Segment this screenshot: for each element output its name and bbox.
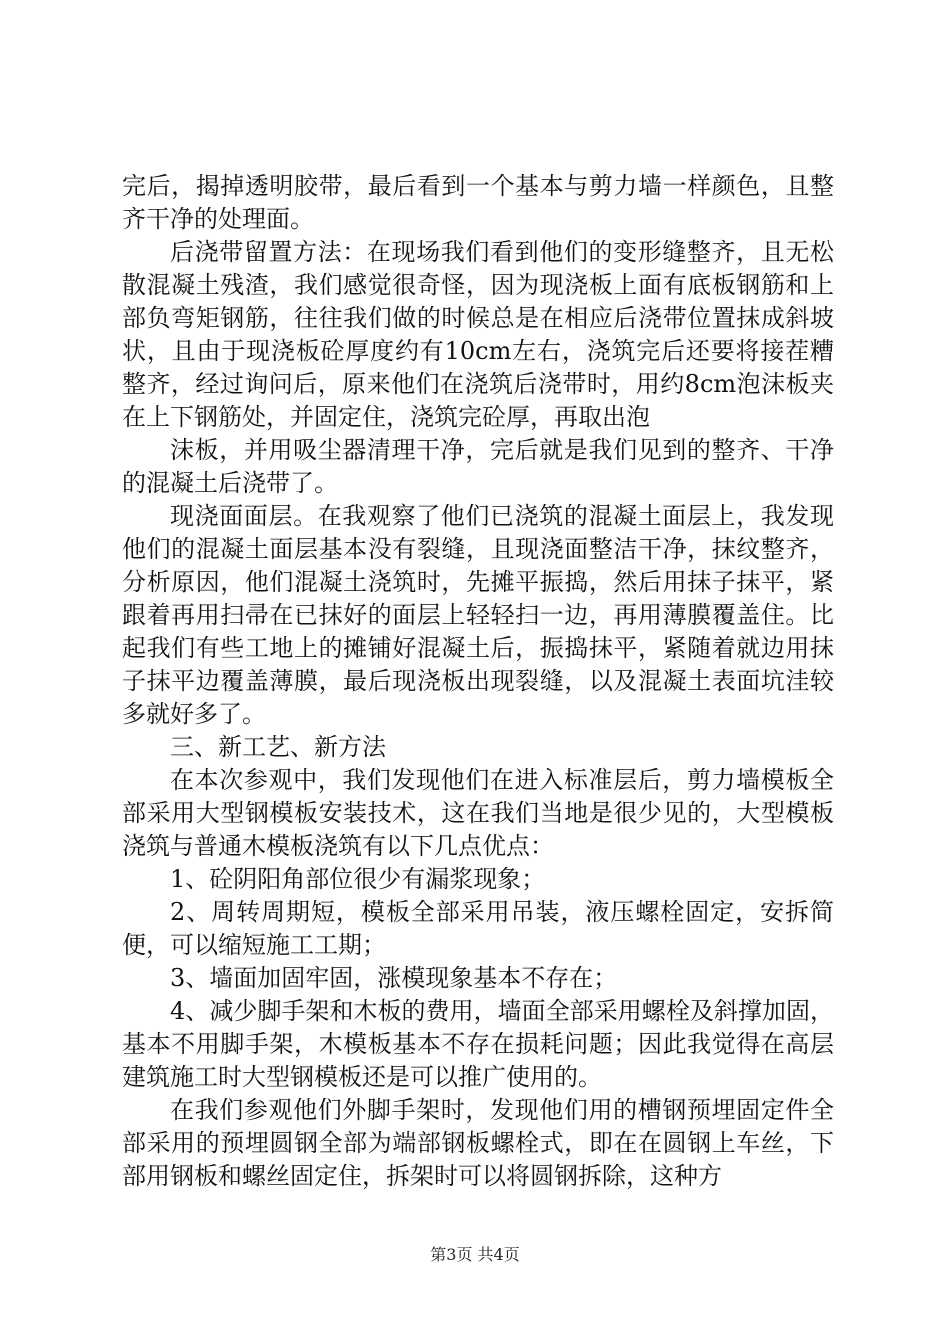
list-item-advantage-4: 4、减少脚手架和木板的费用，墙面全部采用螺栓及斜撑加固，基本不用脚手架，木模板基本不存在损耗问题；因此我觉得在高层建筑施工时大型钢模板还是可以推广使用的。 bbox=[122, 997, 834, 1091]
section-heading-new-techniques: 三、新工艺、新方法 bbox=[170, 733, 386, 761]
document-body bbox=[122, 170, 834, 1193]
page-number-footer: 第3页 共4页 bbox=[430, 1245, 520, 1264]
paragraph-post-pour-strip-method: 后浇带留置方法：在现场我们看到他们的变形缝整齐，且无松散混凝土残渣，我们感觉很奇怪，因为现浇板上面有底板钢筋和上部负弯矩钢筋，往往我们做的时候总是在相应后浇带位置抹成斜坡状，且由于现浇板砼厚度约有10cm左右，浇筑完后还要将接茬糟整齐，经过询问后，原来他们在浇筑后浇带时，用约8cm泡沫板夹在上下钢筋处，并固定住，浇筑完砼厚，再取出泡 bbox=[122, 238, 834, 431]
paragraph-foam-board-removal: 沫板，并用吸尘器清理干净，完后就是我们见到的整齐、干净的混凝土后浇带了。 bbox=[122, 436, 834, 497]
list-item-advantage-3: 3、墙面加固牢固，涨模现象基本不存在； bbox=[170, 964, 618, 992]
list-item-advantage-1: 1、砼阴阳角部位很少有漏浆现象； bbox=[170, 865, 546, 893]
paragraph-continuation: 完后，揭掉透明胶带，最后看到一个基本与剪力墙一样颜色，且整齐干净的处理面。 bbox=[122, 172, 834, 233]
paragraph-steel-formwork-intro: 在本次参观中，我们发现他们在进入标准层后，剪力墙模板全部采用大型钢模板安装技术，这在我们当地是很少见的，大型模板浇筑与普通木模板浇筑有以下几点优点： bbox=[122, 766, 834, 860]
paragraph-scaffold-anchors: 在我们参观他们外脚手架时，发现他们用的槽钢预埋固定件全部采用的预埋圆钢全部为端部钢板螺栓式，即在在圆钢上车丝，下部用钢板和螺丝固定住，拆架时可以将圆钢拆除，这种方 bbox=[122, 1096, 834, 1190]
paragraph-cast-surface-layer: 现浇面面层。在我观察了他们已浇筑的混凝土面层上，我发现他们的混凝土面层基本没有裂缝，且现浇面整洁干净，抹纹整齐，分析原因，他们混凝土浇筑时，先摊平振捣，然后用抹子抹平，紧跟着再用扫帚在已抹好的面层上轻轻扫一边，再用薄膜覆盖住。比起我们有些工地上的摊铺好混凝土后，振捣抹平，紧随着就边用抹子抹平边覆盖薄膜，最后现浇板出现裂缝，以及混凝土表面坑洼较多就好多了。 bbox=[122, 502, 834, 728]
list-item-advantage-2: 2、周转周期短，模板全部采用吊装，液压螺栓固定，安拆简便，可以缩短施工工期； bbox=[122, 898, 834, 959]
